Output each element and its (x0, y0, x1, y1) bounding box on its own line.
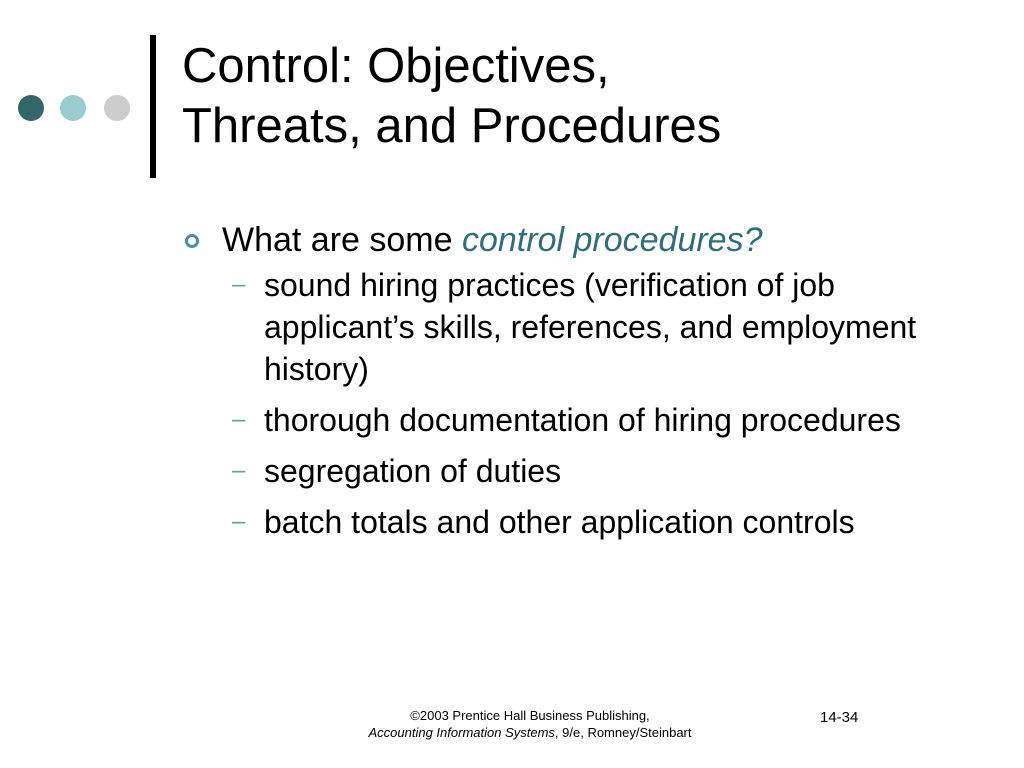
title-line-1: Control: Objectives, (182, 39, 610, 93)
list-item (182, 450, 942, 492)
slide-title (182, 36, 982, 156)
procedure-list (182, 264, 942, 543)
footer-line-1: ©2003 Prentice Hall Business Publishing, (410, 708, 650, 723)
slide-number: 14-34 (820, 709, 859, 726)
slide-content (182, 218, 942, 552)
dash-icon: – (232, 271, 246, 298)
title-divider (150, 35, 156, 178)
dash-icon: – (232, 406, 246, 433)
list-item-text: segregation of duties (264, 453, 562, 489)
list-item (182, 501, 942, 543)
footer-edition: , 9/e, Romney/Steinbart (554, 725, 692, 740)
ring-bullet-icon (185, 234, 199, 248)
list-item-text: batch totals and other application controls (264, 504, 855, 540)
question-emphasis: control procedures? (461, 221, 763, 259)
dash-icon: – (232, 457, 246, 484)
question-bullet (182, 218, 942, 262)
list-item-text: sound hiring practices (verification of job applicant’s skills, references, and employment history) (264, 267, 917, 387)
list-item (182, 399, 942, 441)
decorative-dots (12, 90, 142, 126)
list-item-text: thorough documentation of hiring procedures (264, 402, 901, 438)
dot-gray (104, 95, 130, 121)
dot-light (60, 95, 86, 121)
footer-citation (340, 707, 720, 741)
list-item (182, 264, 942, 390)
footer-book-title: Accounting Information Systems (368, 725, 555, 740)
dot-dark (18, 95, 44, 121)
footer-line-2 (340, 724, 720, 741)
question-text: What are some (222, 221, 462, 259)
dash-icon: – (232, 508, 246, 535)
title-line-2: Threats, and Procedures (182, 99, 722, 153)
